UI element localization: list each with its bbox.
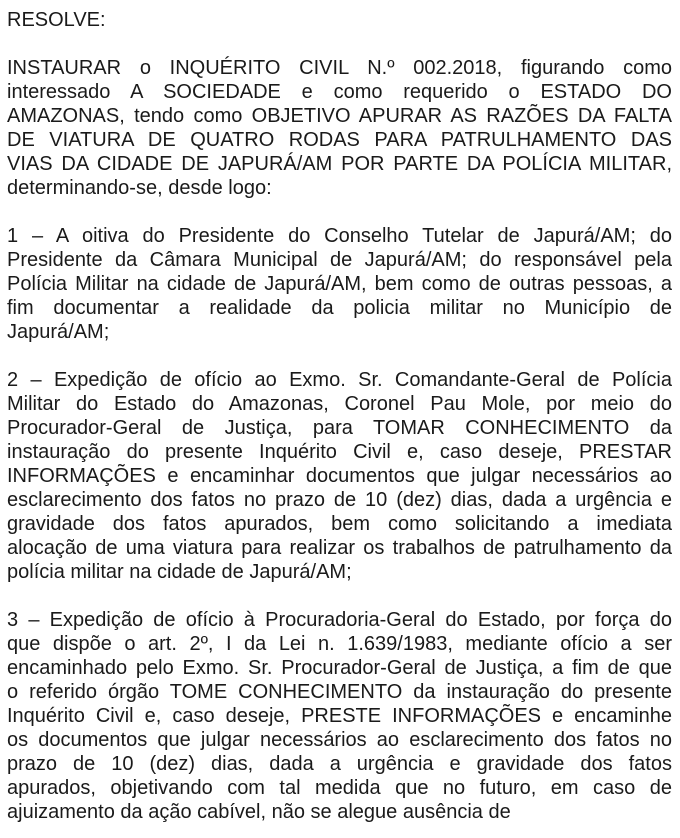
text-line: Polícia Militar na cidade de Japurá/AM, bem como de outras pessoas, a [7,273,672,295]
text-line: prazo de 10 (dez) dias, dada a urgência e gravidade dos fatos [7,753,672,775]
paragraph [7,56,672,200]
paragraph [7,224,672,344]
paragraph [7,608,672,824]
text-line: apurados, objetivando com tal medida que no futuro, em caso de [7,777,672,799]
text-line: instauração do presente Inquérito Civil e, caso deseje, PRESTAR [7,441,672,463]
text-line: os documentos que julgar necessários ao esclarecimento dos fatos no [7,729,672,751]
text-line: encaminhado pelo Exmo. Sr. Procurador-Geral de Justiça, a fim de que [7,657,672,679]
document-heading: RESOLVE: [7,9,106,31]
text-line: Inquérito Civil e, caso deseje, PRESTE INFORMAÇÕES e encaminhe [7,705,672,727]
text-line: VIAS DA CIDADE DE JAPURÁ/AM POR PARTE DA POLÍCIA MILITAR, [7,153,672,175]
text-line: que dispõe o art. 2º, I da Lei n. 1.639/1983, mediante ofício a ser [7,633,672,655]
text-line: DE VIATURA DE QUATRO RODAS PARA PATRULHAMENTO DAS [7,129,672,151]
text-line: Militar do Estado do Amazonas, Coronel Pau Mole, por meio do [7,393,672,415]
paragraph [7,368,672,584]
text-line: polícia militar na cidade de Japurá/AM; [7,561,352,583]
text-line: determinando-se, desde logo: [7,177,272,199]
text-line: 1 – A oitiva do Presidente do Conselho Tutelar de Japurá/AM; do [7,225,672,247]
text-line: esclarecimento dos fatos no prazo de 10 (dez) dias, dada a urgência e [7,489,672,511]
text-line: 2 – Expedição de ofício ao Exmo. Sr. Comandante-Geral de Polícia [7,369,672,391]
text-line: 3 – Expedição de ofício à Procuradoria-Geral do Estado, por força do [7,609,672,631]
document-body [7,56,672,824]
text-line: Presidente da Câmara Municipal de Japurá/AM; do responsável pela [7,249,672,271]
text-line: ajuizamento da ação cabível, não se alegue ausência de [7,801,511,823]
text-line: Procurador-Geral de Justiça, para TOMAR CONHECIMENTO da [7,417,672,439]
text-line: INFORMAÇÕES e encaminhar documentos que julgar necessários ao [7,465,672,487]
text-line: interessado A SOCIEDADE e como requerido o ESTADO DO [7,81,672,103]
text-line: gravidade dos fatos apurados, bem como solicitando a imediata [7,513,672,535]
text-line: AMAZONAS, tendo como OBJETIVO APURAR AS RAZÕES DA FALTA [7,105,672,127]
text-line: alocação de uma viatura para realizar os trabalhos de patrulhamento da [7,537,672,559]
text-line: INSTAURAR o INQUÉRITO CIVIL N.º 002.2018, figurando como [7,57,672,79]
text-line: Japurá/AM; [7,321,110,343]
text-line: o referido órgão TOME CONHECIMENTO da instauração do presente [7,681,672,703]
text-line: fim documentar a realidade da policia militar no Município de [7,297,672,319]
